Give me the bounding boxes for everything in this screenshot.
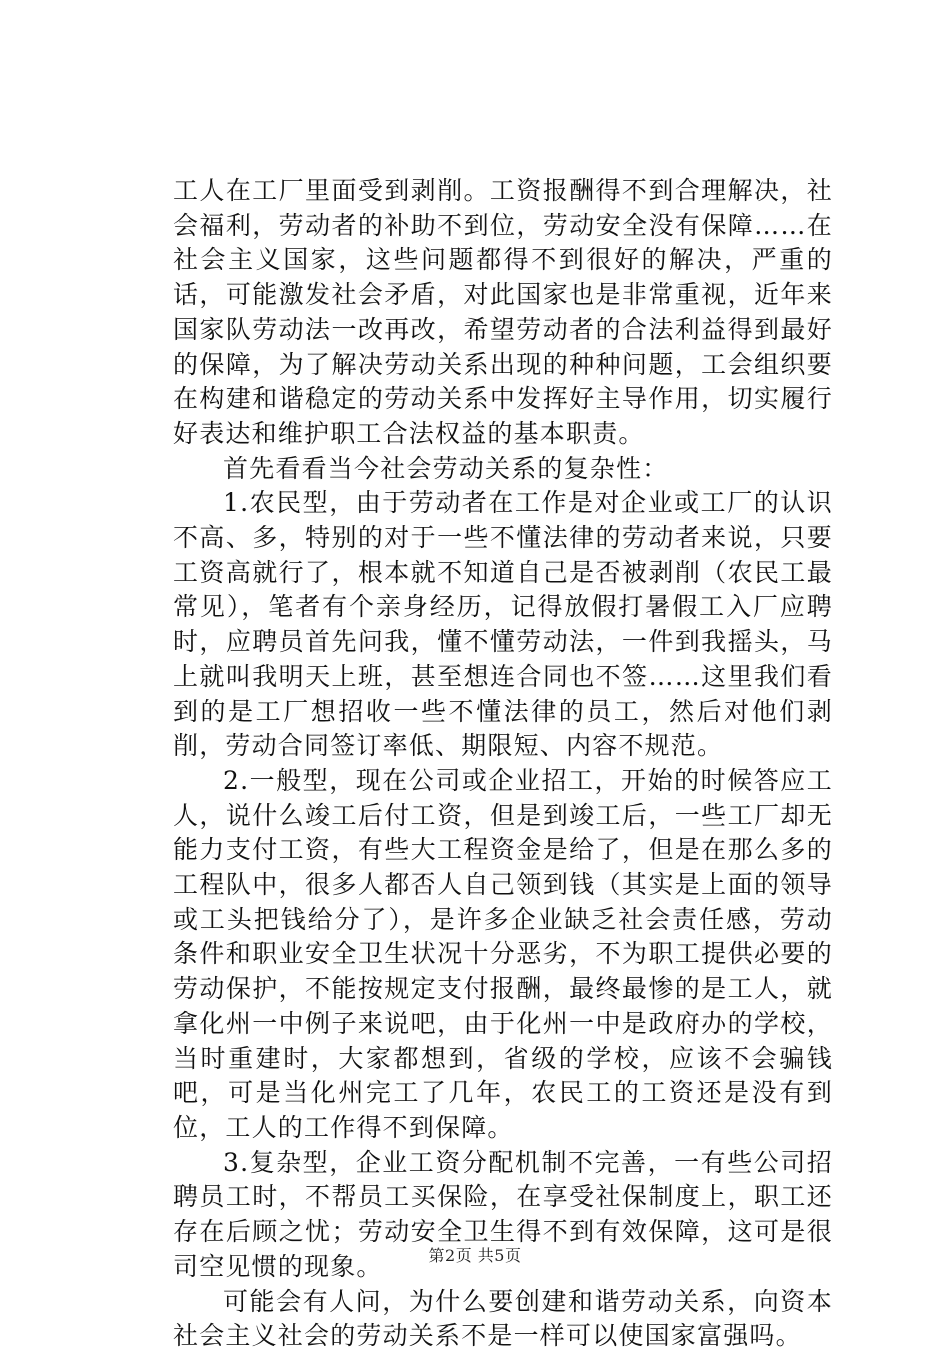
paragraph-question: 可能会有人问，为什么要创建和谐劳动关系，向资本社会主义社会的劳动关系不是一样可以使国家富强吗。 bbox=[173, 1286, 833, 1351]
paragraph-type-1: 1.农民型，由于劳动者在工作是对企业或工厂的认识不高、多，特别的对于一些不懂法律的劳动者来说，只要工资高就行了，根本就不知道自己是否被剥削（农民工最常见），笔者有个亲身经历，记得放假打暑假工入厂应聘时，应聘员首先问我，懂不懂劳动法，一件到我摇头，马上就叫我明天上班，甚至想连合同也不签……这里我们看到的是工厂想招收一些不懂法律的员工，然后对他们剥削，劳动合同签订率低、期限短、内容不规范。 bbox=[173, 488, 833, 761]
page-footer: 第2页 共5页 bbox=[428, 1246, 522, 1265]
paragraph-intro: 工人在工厂里面受到剥削。工资报酬得不到合理解决，社会福利，劳动者的补助不到位，劳动安全没有保障……在社会主义国家，这些问题都得不到很好的解决，严重的话，可能激发社会矛盾，对此国家也是非常重视，近年来国家队劳动法一改再改，希望劳动者的合法利益得到最好的保障，为了解决劳动关系出现的种种问题，工会组织要在构建和谐稳定的劳动关系中发挥好主导作用，切实履行好表达和维护职工合法权益的基本职责。 bbox=[173, 176, 833, 448]
paragraph-type-3: 3.复杂型，企业工资分配机制不完善，一有些公司招聘员工时，不帮员工买保险，在享受社保制度上，职工还存在后顾之忧；劳动安全卫生得不到有效保障，这可是很司空见惯的现象。 bbox=[173, 1147, 833, 1281]
paragraph-type-2: 2.一般型，现在公司或企业招工，开始的时候答应工人，说什么竣工后付工资，但是到竣工后，一些工厂却无能力支付工资，有些大工程资金是给了，但是在那么多的工程队中，很多人都否人自己领到钱（其实是上面的领导或工头把钱给分了），是许多企业缺乏社会责任感，劳动条件和职业安全卫生状况十分恶劣，不为职工提供必要的劳动保护，不能按规定支付报酬，最终最惨的是工人，就拿化州一中例子来说吧，由于化州一中是政府办的学校，当时重建时，大家都想到，省级的学校，应该不会骗钱吧，可是当化州完工了几年，农民工的工资还是没有到位，工人的工作得不到保障。 bbox=[173, 765, 833, 1142]
document-body bbox=[173, 174, 833, 1354]
paragraph-complexity-heading: 首先看看当今社会劳动关系的复杂性： bbox=[223, 453, 669, 483]
